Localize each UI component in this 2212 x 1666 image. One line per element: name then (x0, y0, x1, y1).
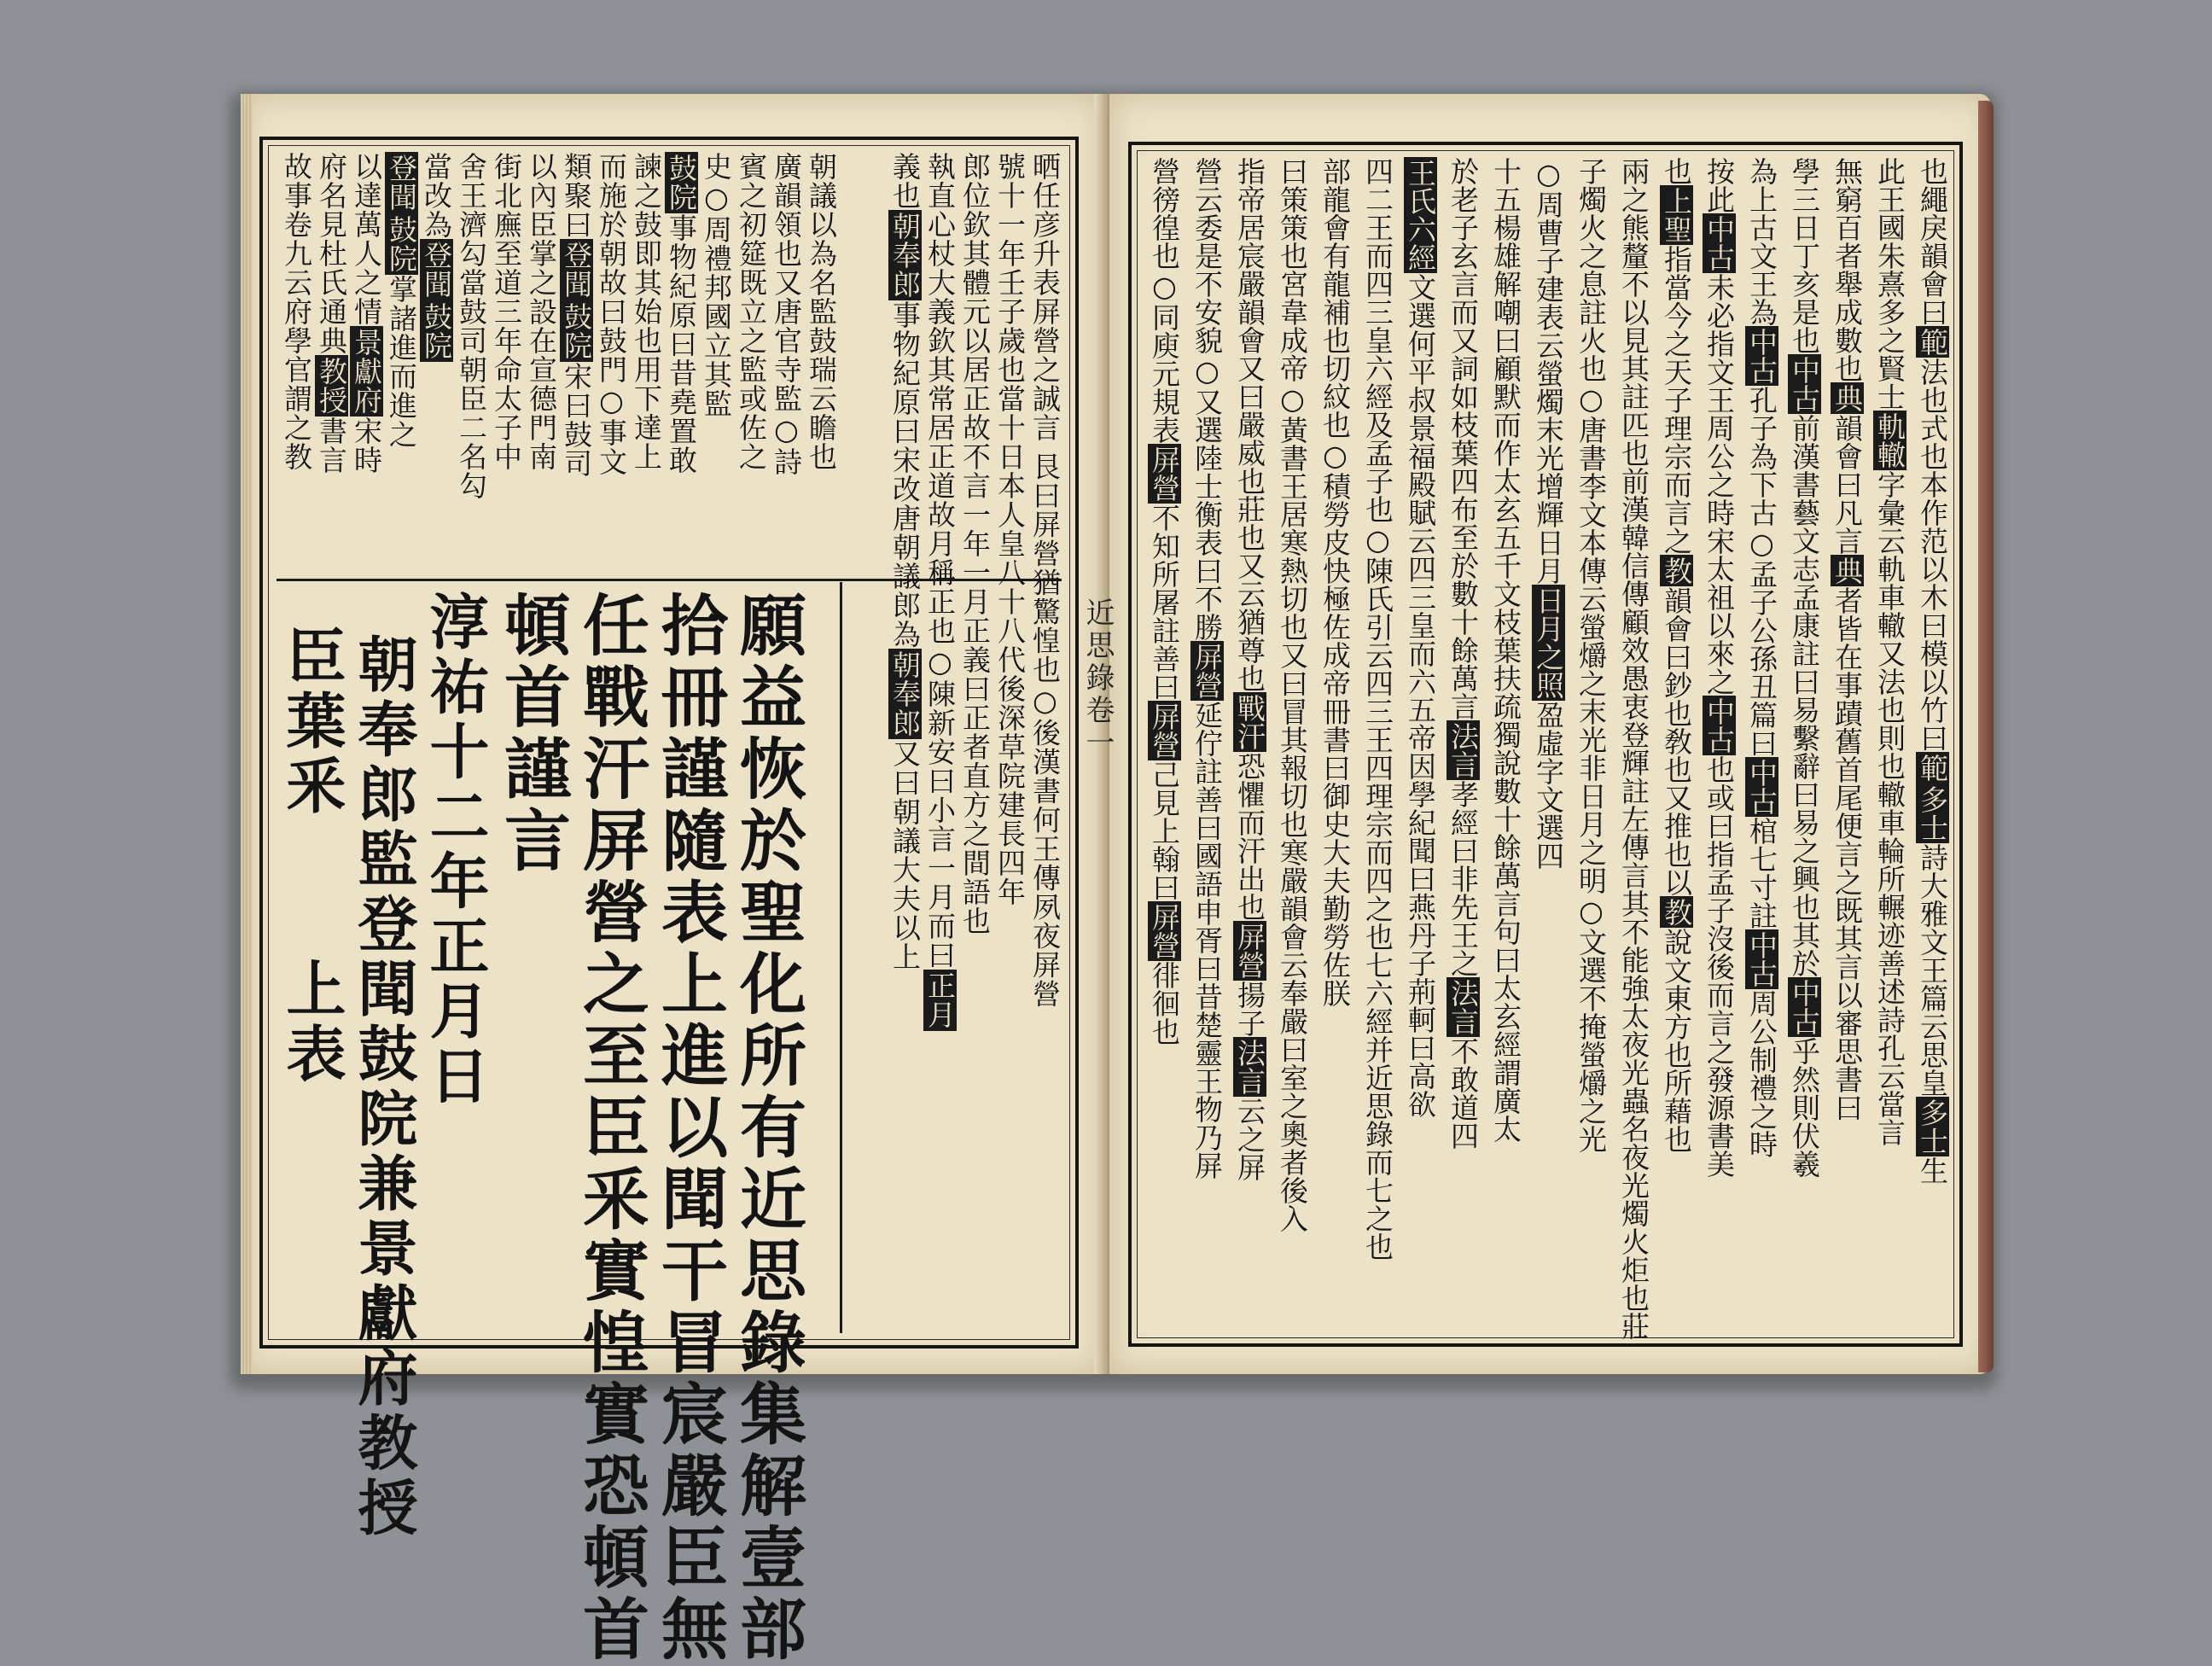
boxed-term: 上聖 (1660, 187, 1693, 243)
main-text-line: 拾冊謹隨表上進以聞干冒宸嚴臣無 (650, 591, 728, 1666)
boxed-term: 登聞 (385, 154, 418, 212)
official-title: 朝奉郎監登聞鼓院兼景獻府教授 (348, 633, 419, 1541)
right-page-frame (1128, 142, 1963, 1347)
boxed-term: 教授 (315, 357, 348, 415)
boxed-term: 中古 (1745, 328, 1778, 384)
boxed-term: 中古 (1745, 759, 1778, 815)
boxed-term: 範 (1916, 328, 1949, 356)
left-page-edge (241, 94, 253, 1374)
note-column: 而施於朝故曰鼓門○事文 (595, 152, 628, 476)
boxed-term: 登聞 (420, 241, 453, 299)
main-text-line: 任戰汗屏營之至臣釆實惶實恐頓首 (572, 591, 649, 1666)
boxed-term: 日月之照 (1532, 586, 1565, 699)
boxed-term: 中古 (1745, 931, 1778, 987)
note-column: 以達萬人之情景獻府宋時 (350, 152, 383, 475)
signature-suffix: 上表 (276, 958, 347, 1087)
boxed-term: 教 (1660, 898, 1693, 926)
text-column: 也繩戾韻會曰範法也式也本作范以木曰模以竹曰範多士詩大雅文王篇云思皇多士生 (1916, 157, 1949, 1185)
main-text-line: 頓首謹言 (493, 591, 571, 877)
boxed-term: 範 (1916, 754, 1949, 782)
note-column: 朝議以為名監鼓瑞云瞻也 (805, 152, 838, 471)
text-column: 子燭火之息註火也○唐書李文本傳云螢爝之末光非日月之明○文選不掩螢爝之光 (1575, 157, 1608, 1153)
boxed-term: 鼓院 (385, 215, 418, 273)
note-column: 執直心杖大義欽其常居正道故月稱正也○陳新安曰小言一月而曰正月 (923, 152, 957, 1029)
boxed-term: 教 (1660, 556, 1693, 585)
boxed-term: 鼓院 (665, 154, 698, 212)
note-column: 郎位欽其體元以居正故不言一年一月正義曰正者直方之間語也 (958, 152, 992, 935)
text-column: 四二王而四三皇六經及孟子也○陳氏引云四三王四理宗而四之也七六經并近思錄而七之也 (1361, 157, 1394, 1261)
note-column: 類聚曰登聞鼓院宋曰鼓司 (560, 152, 593, 478)
boxed-term: 屏營 (1148, 903, 1181, 959)
note-column: 舍王濟勾當鼓司朝臣二名勾 (455, 152, 488, 500)
note-column: 故事卷九云府學官謂之教 (280, 152, 313, 471)
boxed-term: 中古 (1788, 356, 1821, 412)
boxed-term: 法言 (1447, 722, 1480, 778)
note-column: 廣韻領也又唐官寺監○詩 (770, 152, 803, 476)
text-column: 為上古文王為中古孔子為下古○孟子公孫丑篇曰中古棺七寸註中古周公制禮之時 (1745, 157, 1778, 1158)
text-column: 按此中古未必指文王周公之時宋太祖以來之中古也或曰指孟子沒後而言之發源書美 (1703, 157, 1736, 1178)
note-column: 賓之初筵既立之監或佐之 (735, 152, 768, 471)
boxed-term: 戰汗 (1233, 694, 1266, 750)
note-column: 晒任彦升表屏營之誠言 艮曰屏營猶驚惶也○後漢書何王傳夙夜屏營 (1028, 152, 1062, 1009)
left-page (241, 94, 1103, 1666)
text-column: 營云委是不安貌○又選陸士衡表曰不勝屏營延佇註善曰國語申胥曰昔楚靈王物乃屏 (1190, 157, 1224, 1180)
note-column: 府名見杜氏通典教授書言 (315, 152, 348, 475)
boxed-term: 多士 (1916, 785, 1949, 842)
note-column: 諫之鼓即其始也用下達上 (630, 152, 663, 471)
boxed-term: 典 (1831, 384, 1864, 412)
note-column: 號十一年壬子歲也當十日本人皇八十八代後深草院建長四年 (993, 152, 1027, 906)
right-page (1109, 94, 1990, 1374)
text-column: 兩之熊釐不以見其註匹也前漢韓信傳顧效愚衷登輝註左傳言其不能強太夜光蟲名夜光燭火炬也莊 (1617, 157, 1650, 1340)
boxed-term: 正月 (923, 971, 957, 1029)
text-column: 曰策策也宮韋成帝○黃書王居寒熱切也又曰冒其報切也寒嚴韻會云奉嚴曰室之奧者後入 (1276, 157, 1309, 1232)
boxed-term: 屏營 (1233, 923, 1266, 979)
text-column: 無窮百者舉成數也典韻會曰凡言典者皆在事蹟舊首尾便言之既其言以審思書曰 (1831, 157, 1864, 1121)
fold-label: 近思錄卷一 (1080, 597, 1115, 760)
note-column: 登聞鼓院掌諸進而進之 (385, 154, 418, 449)
boxed-term: 屏營 (1190, 643, 1224, 699)
boxed-term: 景獻府 (350, 328, 383, 415)
note-column: 義也朝奉郎事物紀原曰宋改唐朝議郎為朝奉郎又曰朝議大夫以上 (888, 152, 922, 971)
boxed-term: 鼓院 (560, 302, 593, 360)
left-main-text (276, 582, 1062, 1666)
note-column: 史○周禮邦國立其監 (700, 152, 733, 418)
text-column: 於老子玄言而又詞如枝葉四布至於數十餘萬言法言孝經曰非先王之法言不敢道四 (1447, 157, 1480, 1150)
boxed-term: 朝奉郎 (888, 650, 922, 737)
boxed-term: 法言 (1447, 979, 1480, 1035)
left-page-frame (259, 137, 1079, 1666)
boxed-term: 鼓院 (420, 302, 453, 360)
boxed-term: 多士 (1916, 1098, 1949, 1155)
text-column: 也上聖指當今之天子理宗而言之教韻會曰鈔也敎也又推也以教說文東方也所藉也 (1660, 157, 1693, 1153)
boxed-term: 中古 (1703, 215, 1736, 271)
signature: 臣葉釆 (276, 625, 347, 819)
left-notes-side-block (840, 582, 1068, 1333)
boxed-term: 登聞 (560, 241, 593, 299)
main-text-line: 願益恢於聖化所有近思錄集解壹部 (729, 591, 806, 1666)
text-column: 十五楊雄解嘲曰顧默而作太玄五千文枝葉扶疏獨說數十餘萬言句曰太玄經謂廣太 (1489, 157, 1522, 1143)
text-column: 此王國朱熹多之賢士軌轍字彙云軌車轍又法也則也轍車輪所輾迹善述詩孔云當言 (1873, 157, 1906, 1146)
date-line: 淳祐十二年正月日 (420, 591, 491, 1110)
text-column: ○周曹子建表云螢燭末光增輝日月日月之照盈虛字文選四 (1532, 157, 1565, 870)
text-column: 學三日丁亥是也中古前漢書藝文志孟康註曰易繫辭曰易之興也其於中古乎然則伏羲 (1788, 157, 1821, 1178)
note-column: 以內臣掌之設在宣德門南 (525, 152, 558, 471)
boxed-term: 中古 (1788, 979, 1821, 1035)
boxed-term: 法言 (1233, 1039, 1266, 1095)
boxed-term: 屏營 (1148, 446, 1181, 502)
boxed-term: 中古 (1703, 697, 1736, 754)
text-column: 指帝居宸嚴韻會又曰嚴威也莊也又云猶尊也戰汗恐懼而汗出也屏營揚子法言云之屏 (1233, 157, 1266, 1181)
text-column: 王氏六經文選何平叔景福殿賦云四三皇而六五帝因學紀聞曰燕丹子荊軻曰高欲 (1404, 159, 1437, 1118)
boxed-term: 屏營 (1148, 702, 1181, 759)
text-column: 營徬徨也○同庾元規表屏營不知所屠註善曰屏營己見上翰曰屏營徘徊也 (1148, 157, 1181, 1046)
boxed-term: 朝奉郎 (888, 212, 922, 299)
boxed-term: 王氏六經 (1404, 159, 1437, 271)
boxed-term: 典 (1831, 556, 1864, 585)
note-column: 街北廡至道三年命太子中 (490, 152, 523, 471)
boxed-term: 軌轍 (1873, 412, 1906, 469)
note-column: 當改為登聞鼓院 (420, 152, 453, 360)
note-column: 鼓院事物紀原曰昔堯置敢 (665, 154, 698, 475)
book-edge-strip (1978, 101, 1994, 1372)
text-column: 部龍會有龍補也切紋也○積勞皮快極佐成帝冊書曰御史大夫勤勞佐朕 (1318, 157, 1352, 1007)
